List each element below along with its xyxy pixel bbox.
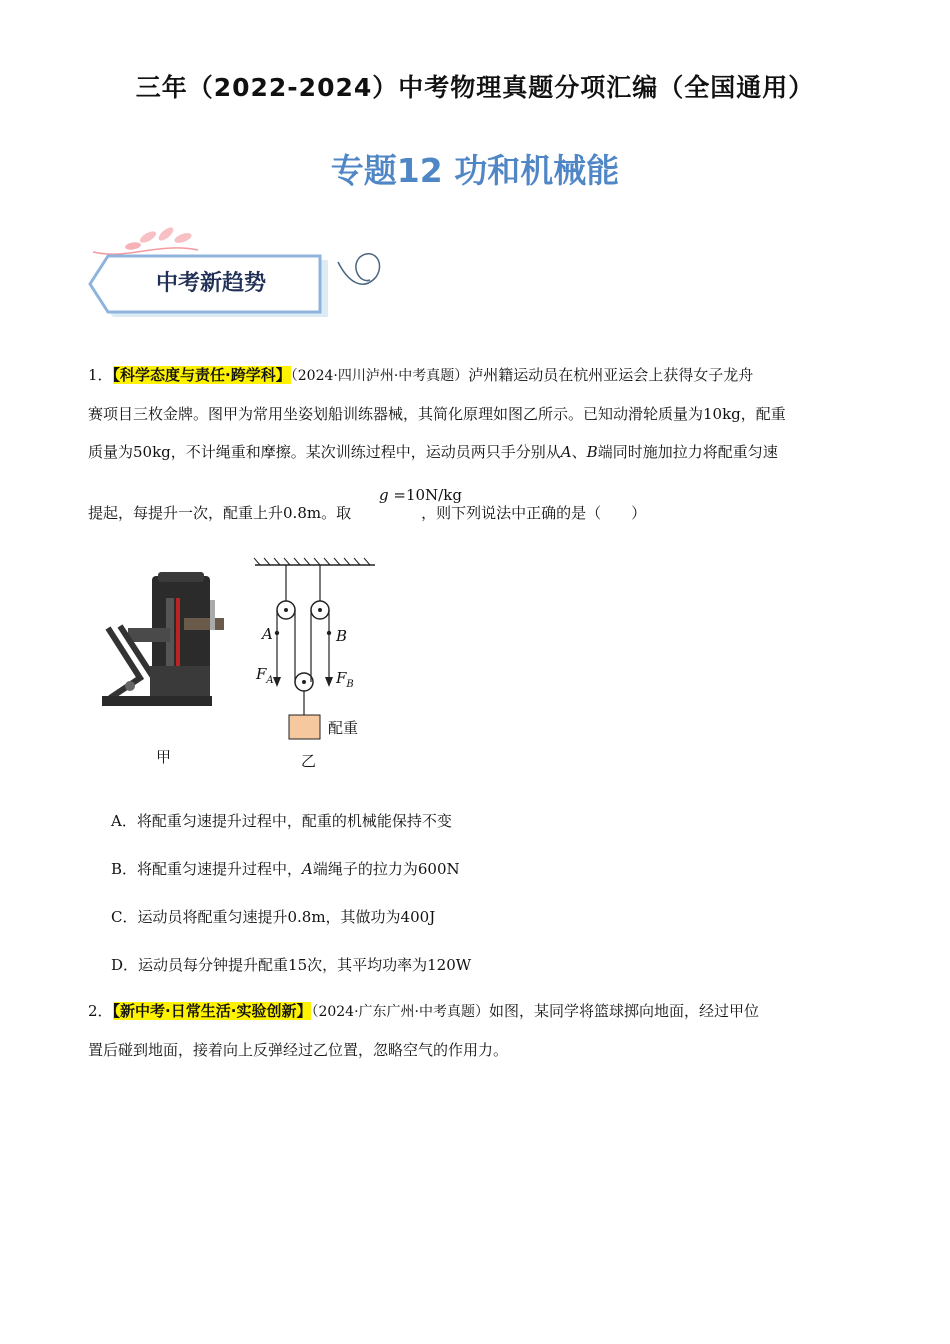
question-tag: 【科学态度与责任·跨学科】 xyxy=(112,366,291,384)
topic-title: 专题12 功和机械能 xyxy=(330,151,620,190)
g-value: =10N/kg xyxy=(393,486,462,504)
force-fa-subscript: A xyxy=(266,675,274,686)
option-c[interactable]: C．运动员将配重匀速提升0.8m，其做功为400J xyxy=(111,908,436,926)
question-number: 1． xyxy=(88,366,113,384)
option-a[interactable]: A．将配重匀速提升过程中，配重的机械能保持不变 xyxy=(111,812,452,830)
question-text: 赛项目三枚金牌。图甲为常用坐姿划船训练器械，其简化原理如图乙所示。已知动滑轮质量为10kg，配重 xyxy=(88,405,786,423)
question-text: 置后碰到地面，接着向上反弹经过乙位置，忽略空气的作用力。 xyxy=(88,1041,509,1059)
question-number: 2． xyxy=(88,1002,113,1020)
force-fb-subscript: B xyxy=(346,679,354,690)
question-text: 端同时施加拉力将配重匀速 xyxy=(597,443,778,461)
pulley-diagram xyxy=(250,555,385,770)
option-b-point: A xyxy=(302,860,313,878)
section-banner xyxy=(88,222,388,327)
banner-label: 中考新趋势 xyxy=(156,271,267,296)
pulley-point-a: A xyxy=(262,625,273,643)
question-text: 质量为50kg，不计绳重和摩擦。某次训练过程中，运动员两只手分别从 xyxy=(88,443,561,461)
pulley-point-b: B xyxy=(336,627,348,645)
option-b-text: B．将配重匀速提升过程中， xyxy=(111,860,303,878)
option-b-text-end: 端绳子的拉力为600N xyxy=(312,860,460,878)
force-fb-label xyxy=(336,669,354,690)
question-2 xyxy=(88,992,863,1069)
force-fa-symbol: F xyxy=(256,665,267,683)
counterweight-label: 配重 xyxy=(328,719,359,737)
question-1-line4 xyxy=(88,494,863,532)
question-source: （2024·广东广州·中考真题） xyxy=(311,1004,489,1020)
g-symbol: g xyxy=(379,486,389,504)
figure-caption-right: 乙 xyxy=(301,752,317,770)
question-1 xyxy=(88,356,863,471)
figure-caption-left: 甲 xyxy=(156,748,172,766)
point-a-label: A xyxy=(560,443,572,461)
question-tag: 【新中考·日常生活·实验创新】 xyxy=(112,1002,312,1020)
document-title: 三年（2022-2024）中考物理真题分项汇编（全国通用） xyxy=(135,73,815,102)
point-b-label: B xyxy=(586,443,598,461)
force-fb-symbol: F xyxy=(336,669,347,687)
force-fa-label xyxy=(256,665,274,686)
question-text: ，则下列说法中正确的是（ ） xyxy=(421,504,647,522)
question-source: （2024·四川泸州·中考真题） xyxy=(290,368,469,384)
option-b[interactable] xyxy=(111,858,460,879)
rowing-machine-photo xyxy=(100,568,240,718)
question-text: 提起，每提升一次，配重上升0.8m。取 xyxy=(88,504,352,522)
question-text: 泸州籍运动员在杭州亚运会上获得女子龙舟 xyxy=(468,366,754,384)
question-text: 如图，某同学将篮球掷向地面，经过甲位 xyxy=(488,1002,759,1020)
separator: 、 xyxy=(571,443,587,461)
option-d[interactable]: D．运动员每分钟提升配重15次，其平均功率为120W xyxy=(111,956,472,974)
